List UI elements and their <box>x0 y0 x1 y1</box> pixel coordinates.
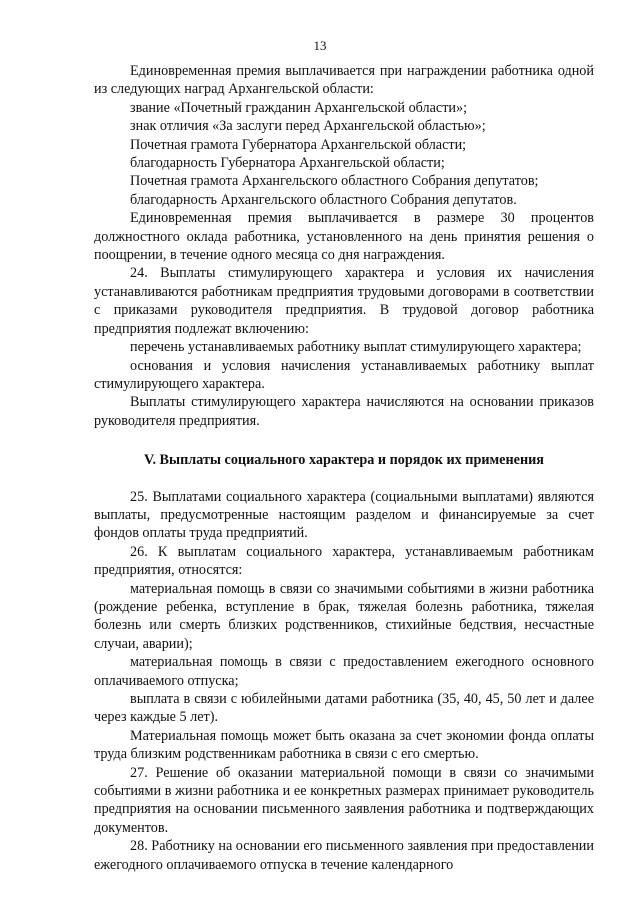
document-body <box>94 62 594 874</box>
paragraph: Единовременная премия выплачивается при награждении работника одной из следующих наград Архангельской области: <box>94 63 594 98</box>
paragraph: Единовременная премия выплачивается в размере 30 процентов должностного оклада работника, установленного на день принятия решения о поощрении, в течение одного месяца со дня награждения. <box>94 210 594 264</box>
list-item: благодарность Архангельского областного Собрания депутатов. <box>130 191 517 208</box>
list-item: перечень устанавливаемых работнику выплат стимулирующего характера; <box>130 339 582 356</box>
section-heading: V. Выплаты социального характера и порядок их применения <box>144 452 544 469</box>
paragraph: 28. Работнику на основании его письменного заявления при предоставлении ежегодного оплачиваемого отпуска в течение календарного <box>94 838 594 873</box>
paragraph: 26. К выплатам социального характера, устанавливаемым работникам предприятия, относятся: <box>94 543 594 579</box>
list-item: звание «Почетный гражданин Архангельской области»; <box>130 99 468 116</box>
list-item: Почетная грамота Архангельского областного Собрания депутатов; <box>130 173 539 190</box>
paragraph: 25. Выплатами социального характера (социальными выплатами) являются выплаты, предусмотренные настоящим разделом и финансируемые за счет фондов оплаты труда предприятий. <box>94 488 594 542</box>
list-item: материальная помощь в связи с предоставлением ежегодного основного оплачиваемого отпуска; <box>94 654 594 689</box>
list-item: основания и условия начисления устанавливаемых работнику выплат стимулирующего характера. <box>94 357 594 392</box>
paragraph: 24. Выплаты стимулирующего характера и условия их начисления устанавливаются работникам предприятия трудовыми договорами в соответствии с приказами руководителя предприятия. В трудовой договор работника предприятия подлежат включению: <box>94 265 594 337</box>
paragraph: Выплаты стимулирующего характера начисляются на основании приказов руководителя предприятия. <box>94 394 594 429</box>
list-item: материальная помощь в связи со значимыми событиями в жизни работника (рождение ребенка, вступление в брак, тяжелая болезнь работника, тяжелая болезнь или смерть близких родственников, стихийные бедствия, несчастные случаи, аварии); <box>94 580 594 652</box>
list-item: знак отличия «За заслуги перед Архангельской областью»; <box>130 118 486 135</box>
list-item: выплата в связи с юбилейными датами работника (35, 40, 45, 50 лет и далее через каждые 5 лет). <box>94 691 594 726</box>
paragraph: 27. Решение об оказании материальной помощи в связи со значимыми событиями в жизни работника и ее конкретных размерах принимает руководитель предприятия на основании письменного заявления работника и подтверждающих документов. <box>94 764 594 836</box>
page-number: 13 <box>313 38 327 53</box>
paragraph: Материальная помощь может быть оказана за счет экономии фонда оплаты труда близким родственникам работника в связи с его смертью. <box>94 727 594 763</box>
list-item: Почетная грамота Губернатора Архангельской области; <box>130 136 467 153</box>
list-item: благодарность Губернатора Архангельской области; <box>130 155 445 172</box>
